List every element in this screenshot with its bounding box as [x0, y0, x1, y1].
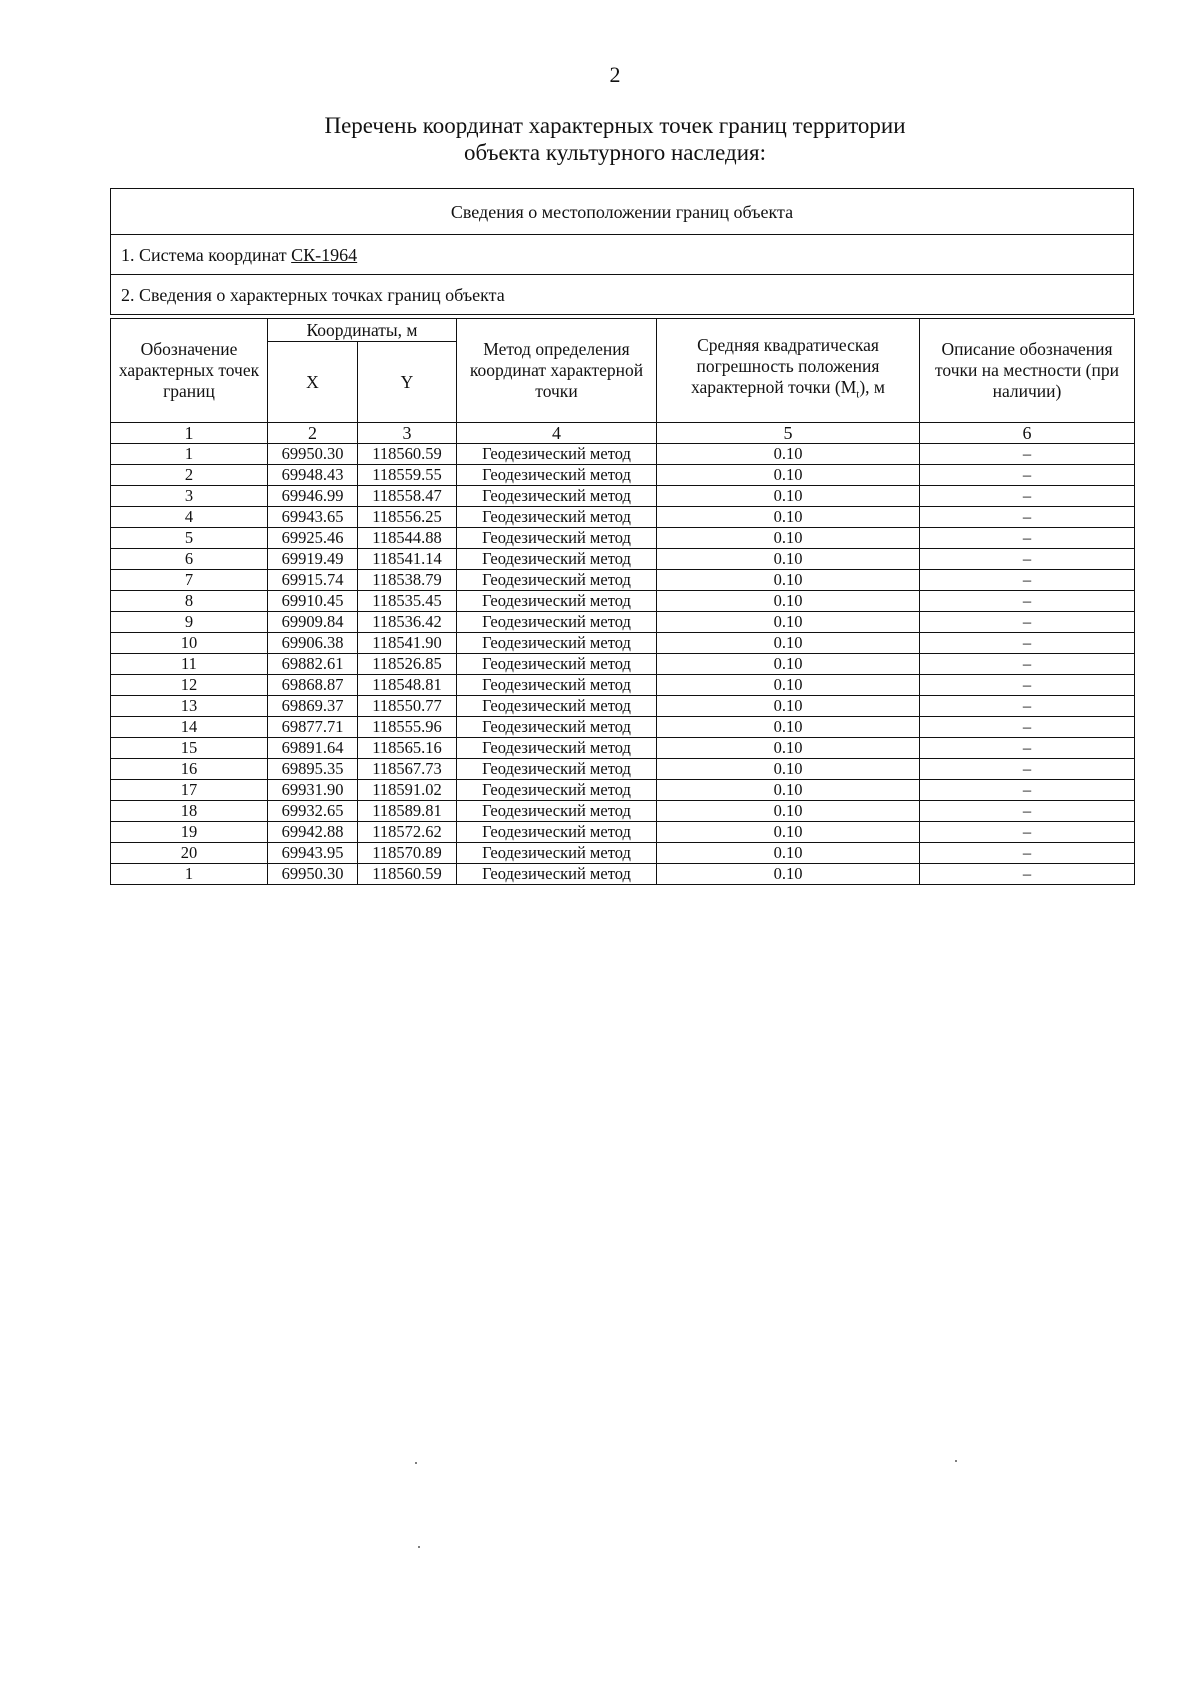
- point-cell: 4: [111, 507, 268, 528]
- y-coordinate-cell: 118560.59: [358, 444, 457, 465]
- method-cell: Геодезический метод: [457, 549, 657, 570]
- document-title-line-2: объекта культурного наследия:: [463, 140, 767, 165]
- x-coordinate-cell: 69895.35: [268, 759, 358, 780]
- x-coordinate-cell: 69891.64: [268, 738, 358, 759]
- method-cell: Геодезический метод: [457, 465, 657, 486]
- page-number: 2: [609, 62, 621, 87]
- x-coordinate-cell: 69950.30: [268, 864, 358, 885]
- point-cell: 18: [111, 801, 268, 822]
- table-row: [111, 696, 1135, 717]
- description-cell: –: [920, 738, 1135, 759]
- y-coordinate-cell: 118535.45: [358, 591, 457, 612]
- header-method: Метод определения координат характерной точки: [457, 319, 657, 423]
- coordinates-table: [110, 318, 1135, 885]
- description-cell: –: [920, 633, 1135, 654]
- method-cell: Геодезический метод: [457, 759, 657, 780]
- accuracy-cell: 0.10: [657, 717, 920, 738]
- scan-speck: [415, 1462, 417, 1464]
- y-coordinate-cell: 118556.25: [358, 507, 457, 528]
- description-cell: –: [920, 801, 1135, 822]
- accuracy-cell: 0.10: [657, 444, 920, 465]
- y-coordinate-cell: 118591.02: [358, 780, 457, 801]
- column-numbers-row: [111, 423, 1135, 444]
- method-cell: Геодезический метод: [457, 801, 657, 822]
- point-cell: 5: [111, 528, 268, 549]
- y-coordinate-cell: 118570.89: [358, 843, 457, 864]
- table-row: [111, 612, 1135, 633]
- y-coordinate-cell: 118536.42: [358, 612, 457, 633]
- method-cell: Геодезический метод: [457, 696, 657, 717]
- point-cell: 10: [111, 633, 268, 654]
- description-cell: –: [920, 822, 1135, 843]
- description-cell: –: [920, 444, 1135, 465]
- table-row: [111, 486, 1135, 507]
- accuracy-cell: 0.10: [657, 591, 920, 612]
- point-cell: 17: [111, 780, 268, 801]
- x-coordinate-cell: 69869.37: [268, 696, 358, 717]
- y-coordinate-cell: 118526.85: [358, 654, 457, 675]
- coordinate-system-value: СК-1964: [291, 245, 358, 265]
- table-row: [111, 507, 1135, 528]
- x-coordinate-cell: 69906.38: [268, 633, 358, 654]
- x-coordinate-cell: 69882.61: [268, 654, 358, 675]
- x-coordinate-cell: 69868.87: [268, 675, 358, 696]
- description-cell: –: [920, 759, 1135, 780]
- description-cell: –: [920, 507, 1135, 528]
- table-body: [111, 423, 1135, 885]
- description-cell: –: [920, 465, 1135, 486]
- method-cell: Геодезический метод: [457, 717, 657, 738]
- point-cell: 2: [111, 465, 268, 486]
- point-cell: 1: [111, 864, 268, 885]
- method-cell: Геодезический метод: [457, 675, 657, 696]
- table-row: [111, 801, 1135, 822]
- accuracy-cell: 0.10: [657, 822, 920, 843]
- column-number: 2: [268, 423, 358, 444]
- method-cell: Геодезический метод: [457, 486, 657, 507]
- document-title: [0, 112, 1200, 166]
- accuracy-cell: 0.10: [657, 864, 920, 885]
- table-row: [111, 570, 1135, 591]
- accuracy-cell: 0.10: [657, 528, 920, 549]
- method-cell: Геодезический метод: [457, 612, 657, 633]
- method-cell: Геодезический метод: [457, 738, 657, 759]
- accuracy-cell: 0.10: [657, 486, 920, 507]
- accuracy-cell: 0.10: [657, 507, 920, 528]
- method-cell: Геодезический метод: [457, 570, 657, 591]
- section-heading: Сведения о местоположении границ объекта: [111, 189, 1133, 235]
- column-number: 1: [111, 423, 268, 444]
- description-cell: –: [920, 675, 1135, 696]
- x-coordinate-cell: 69932.65: [268, 801, 358, 822]
- header-designation: Обозначение характерных точек границ: [111, 319, 268, 423]
- document-title-line-1: Перечень координат характерных точек границ территории: [324, 113, 906, 138]
- y-coordinate-cell: 118548.81: [358, 675, 457, 696]
- points-heading: 2. Сведения о характерных точках границ объекта: [111, 275, 1133, 315]
- x-coordinate-cell: 69925.46: [268, 528, 358, 549]
- y-coordinate-cell: 118544.88: [358, 528, 457, 549]
- y-coordinate-cell: 118560.59: [358, 864, 457, 885]
- y-coordinate-cell: 118541.90: [358, 633, 457, 654]
- description-cell: –: [920, 549, 1135, 570]
- accuracy-cell: 0.10: [657, 696, 920, 717]
- accuracy-cell: 0.10: [657, 801, 920, 822]
- accuracy-cell: 0.10: [657, 654, 920, 675]
- accuracy-cell: 0.10: [657, 549, 920, 570]
- method-cell: Геодезический метод: [457, 507, 657, 528]
- column-number: 3: [358, 423, 457, 444]
- description-cell: –: [920, 570, 1135, 591]
- point-cell: 3: [111, 486, 268, 507]
- table-row: [111, 633, 1135, 654]
- y-coordinate-cell: 118559.55: [358, 465, 457, 486]
- table-row: [111, 738, 1135, 759]
- x-coordinate-cell: 69877.71: [268, 717, 358, 738]
- point-cell: 19: [111, 822, 268, 843]
- y-coordinate-cell: 118558.47: [358, 486, 457, 507]
- table-row: [111, 717, 1135, 738]
- y-coordinate-cell: 118567.73: [358, 759, 457, 780]
- table-row: [111, 822, 1135, 843]
- point-cell: 7: [111, 570, 268, 591]
- table-row: [111, 843, 1135, 864]
- y-coordinate-cell: 118572.62: [358, 822, 457, 843]
- x-coordinate-cell: 69943.95: [268, 843, 358, 864]
- description-cell: –: [920, 591, 1135, 612]
- accuracy-cell: 0.10: [657, 738, 920, 759]
- table-row: [111, 675, 1135, 696]
- point-cell: 6: [111, 549, 268, 570]
- description-cell: –: [920, 717, 1135, 738]
- x-coordinate-cell: 69942.88: [268, 822, 358, 843]
- method-cell: Геодезический метод: [457, 591, 657, 612]
- method-cell: Геодезический метод: [457, 444, 657, 465]
- boundary-info-frame: [110, 188, 1134, 315]
- method-cell: Геодезический метод: [457, 822, 657, 843]
- x-coordinate-cell: 69919.49: [268, 549, 358, 570]
- x-coordinate-cell: 69948.43: [268, 465, 358, 486]
- table-row: [111, 759, 1135, 780]
- accuracy-cell: 0.10: [657, 759, 920, 780]
- y-coordinate-cell: 118589.81: [358, 801, 457, 822]
- description-cell: –: [920, 864, 1135, 885]
- x-coordinate-cell: 69931.90: [268, 780, 358, 801]
- y-coordinate-cell: 118565.16: [358, 738, 457, 759]
- scan-speck: [955, 1460, 957, 1462]
- method-cell: Геодезический метод: [457, 633, 657, 654]
- y-coordinate-cell: 118541.14: [358, 549, 457, 570]
- method-cell: Геодезический метод: [457, 780, 657, 801]
- y-coordinate-cell: 118550.77: [358, 696, 457, 717]
- description-cell: –: [920, 528, 1135, 549]
- point-cell: 1: [111, 444, 268, 465]
- table-row: [111, 591, 1135, 612]
- method-cell: Геодезический метод: [457, 864, 657, 885]
- coordinate-system-line: [111, 235, 1133, 275]
- accuracy-cell: 0.10: [657, 780, 920, 801]
- x-coordinate-cell: 69946.99: [268, 486, 358, 507]
- method-cell: Геодезический метод: [457, 654, 657, 675]
- scan-speck: [418, 1546, 420, 1548]
- point-cell: 9: [111, 612, 268, 633]
- description-cell: –: [920, 696, 1135, 717]
- description-cell: –: [920, 486, 1135, 507]
- accuracy-cell: 0.10: [657, 633, 920, 654]
- accuracy-cell: 0.10: [657, 843, 920, 864]
- description-cell: –: [920, 843, 1135, 864]
- point-cell: 8: [111, 591, 268, 612]
- header-description: Описание обозначения точки на местности (при наличии): [920, 319, 1135, 423]
- description-cell: –: [920, 780, 1135, 801]
- point-cell: 20: [111, 843, 268, 864]
- point-cell: 11: [111, 654, 268, 675]
- accuracy-cell: 0.10: [657, 570, 920, 591]
- point-cell: 16: [111, 759, 268, 780]
- y-coordinate-cell: 118538.79: [358, 570, 457, 591]
- table-row: [111, 528, 1135, 549]
- header-coordinates: Координаты, м: [268, 319, 457, 342]
- table-row: [111, 444, 1135, 465]
- x-coordinate-cell: 69950.30: [268, 444, 358, 465]
- table-row: [111, 654, 1135, 675]
- table-row: [111, 780, 1135, 801]
- point-cell: 12: [111, 675, 268, 696]
- column-number: 6: [920, 423, 1135, 444]
- accuracy-cell: 0.10: [657, 465, 920, 486]
- point-cell: 15: [111, 738, 268, 759]
- point-cell: 13: [111, 696, 268, 717]
- description-cell: –: [920, 654, 1135, 675]
- header-y: Y: [358, 342, 457, 423]
- column-number: 5: [657, 423, 920, 444]
- method-cell: Геодезический метод: [457, 843, 657, 864]
- table-row: [111, 549, 1135, 570]
- y-coordinate-cell: 118555.96: [358, 717, 457, 738]
- point-cell: 14: [111, 717, 268, 738]
- coordinate-system-label: 1. Система координат: [121, 245, 292, 265]
- accuracy-cell: 0.10: [657, 612, 920, 633]
- header-x: X: [268, 342, 358, 423]
- x-coordinate-cell: 69915.74: [268, 570, 358, 591]
- header-accuracy: Средняя квадратическая погрешность положения характерной точки $(M_t)$, м: [657, 319, 920, 423]
- description-cell: –: [920, 612, 1135, 633]
- column-number: 4: [457, 423, 657, 444]
- x-coordinate-cell: 69909.84: [268, 612, 358, 633]
- x-coordinate-cell: 69943.65: [268, 507, 358, 528]
- accuracy-cell: 0.10: [657, 675, 920, 696]
- method-cell: Геодезический метод: [457, 528, 657, 549]
- table-row: [111, 465, 1135, 486]
- table-row: [111, 864, 1135, 885]
- x-coordinate-cell: 69910.45: [268, 591, 358, 612]
